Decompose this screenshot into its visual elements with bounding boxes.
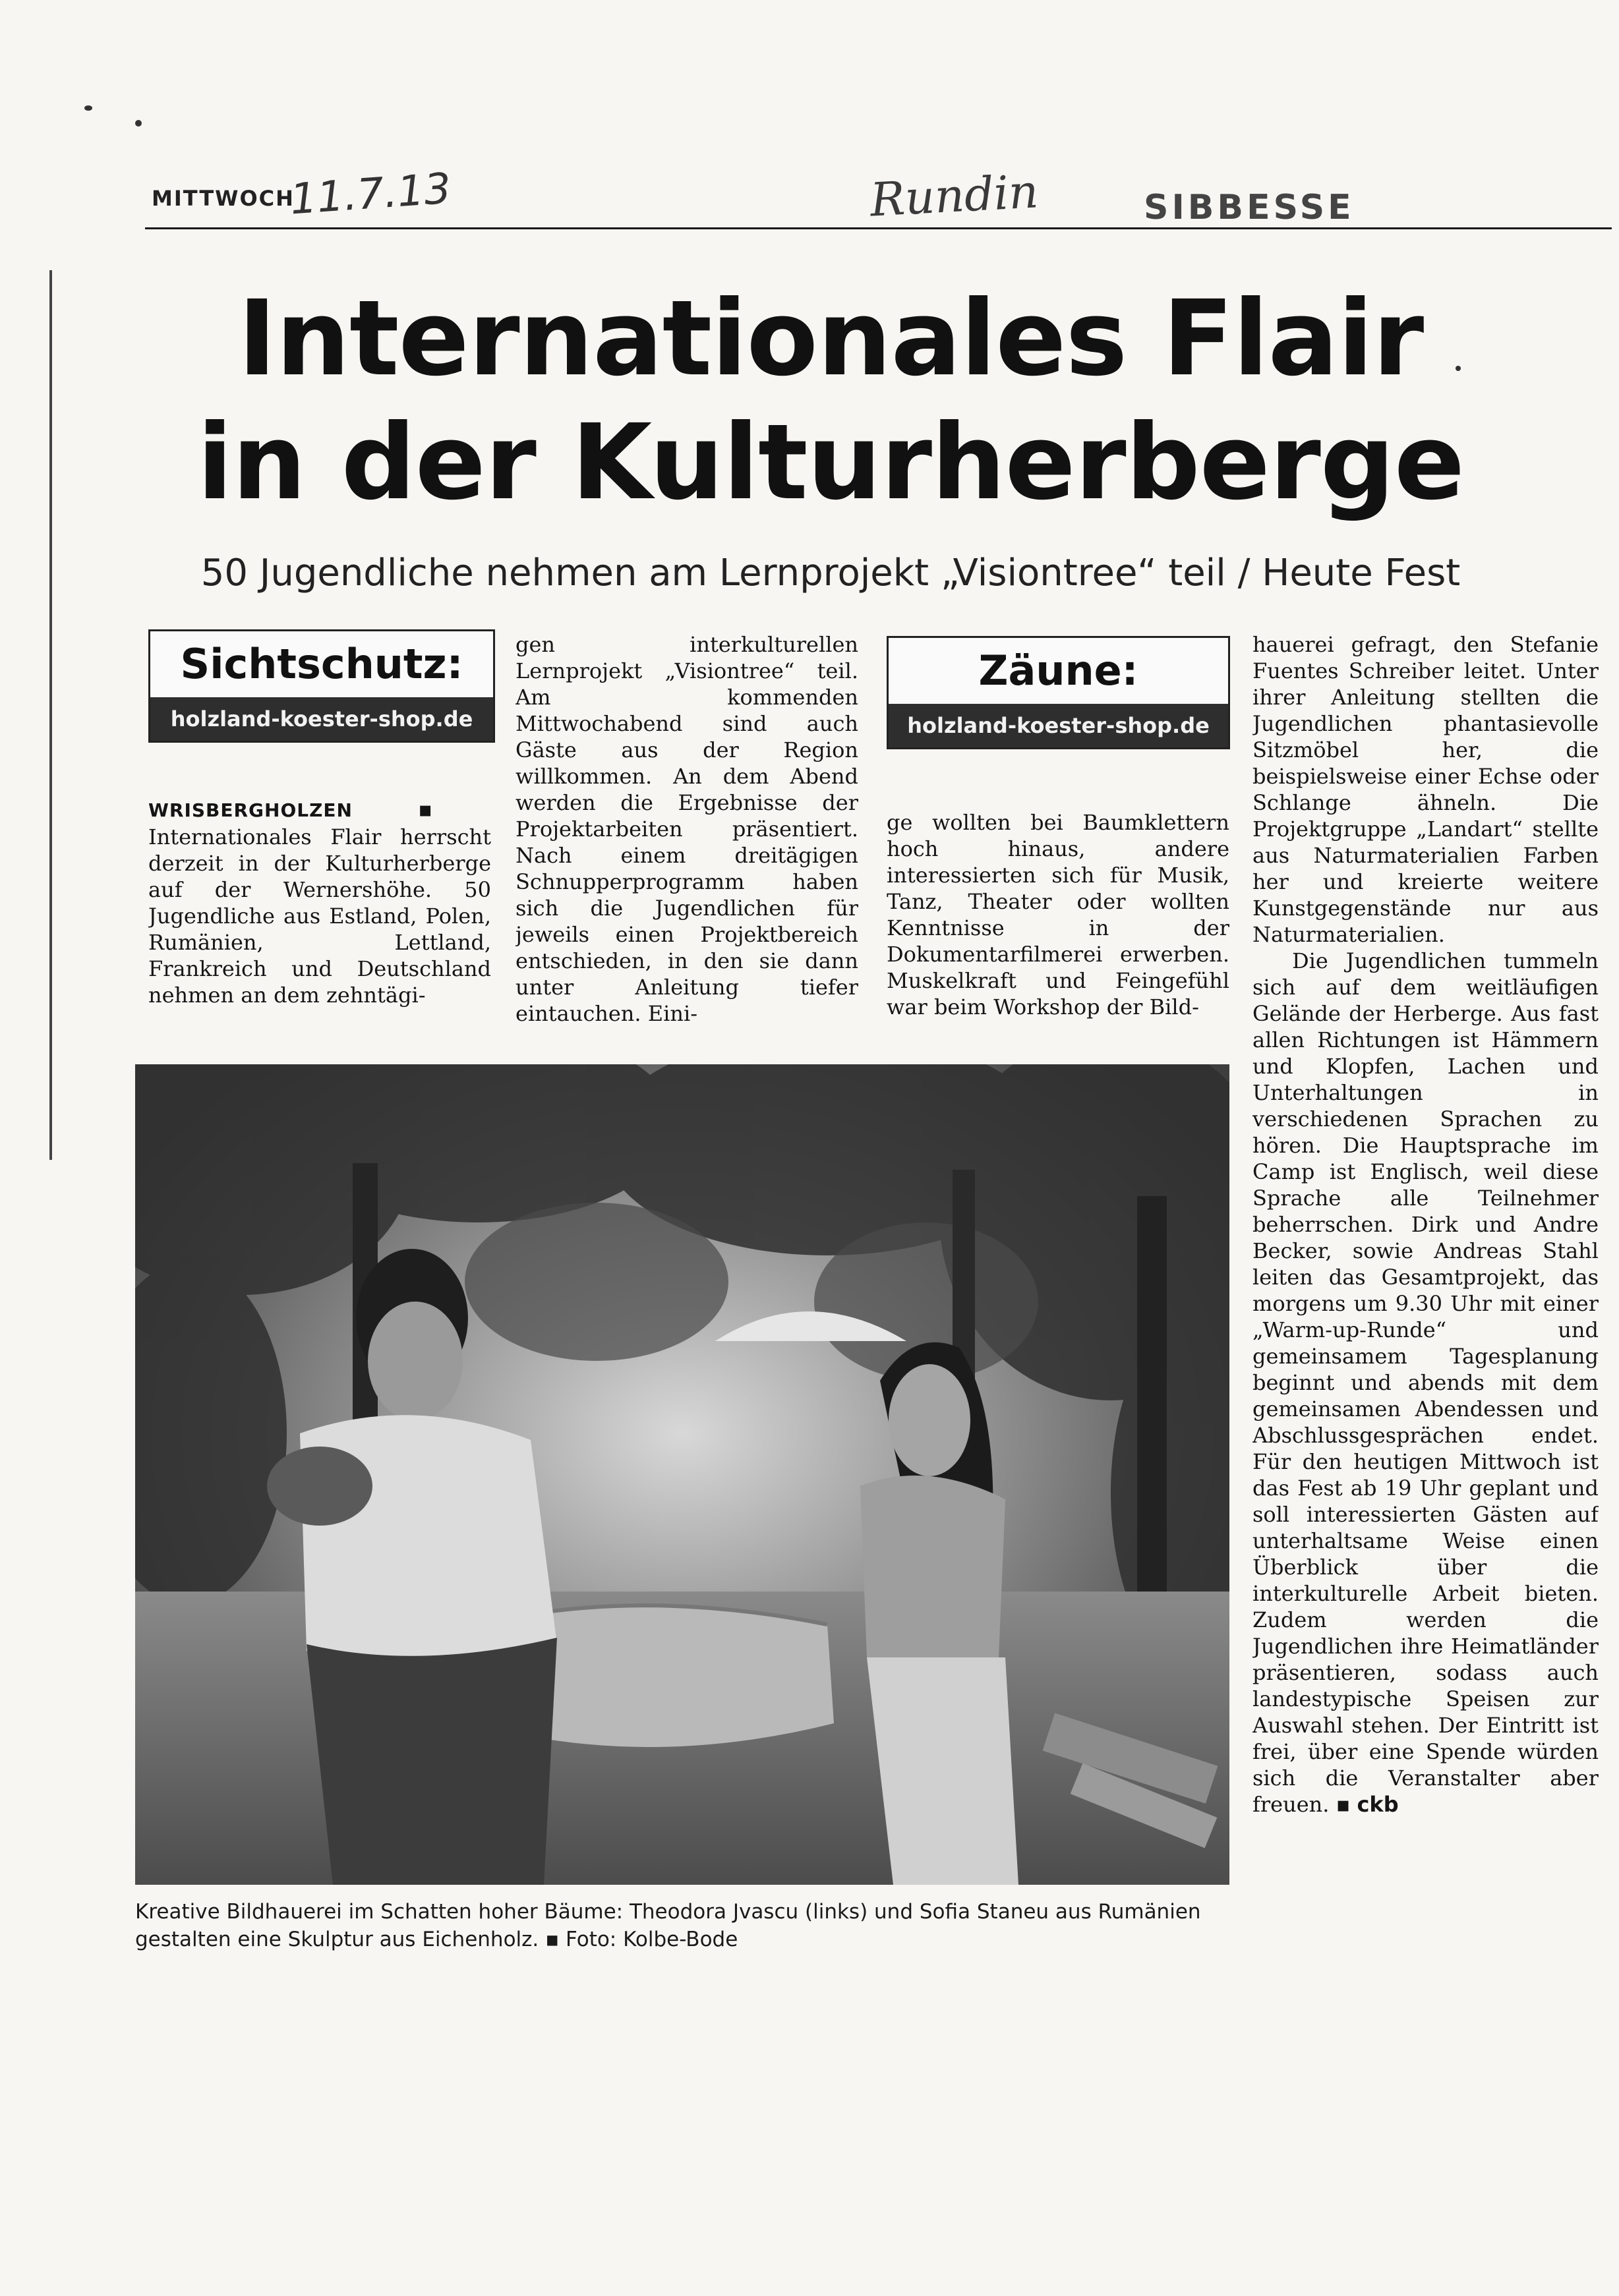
headline	[145, 277, 1516, 525]
photo-illustration	[135, 1064, 1229, 1885]
end-bullet-icon: ▪	[1329, 1792, 1357, 1817]
ad-title: Zäune:	[978, 646, 1138, 695]
column-paragraph-2	[1252, 948, 1599, 1818]
column-paragraph-text: Die Jugendlichen tummeln sich auf dem weitläufigen Gelände der Herberge. Aus fast allen Richtungen ist Hämmern und Klopfen, Lachen und Unterhaltungen in verschiedenen Sprachen zu hören. Die Hauptsprache im Camp ist Englisch, weil diese Sprache alle Teilnehmer beherrschen. Dirk und Andre Becker, sowie Andreas Stahl leiten das Gesamtprojekt, das morgens um 9.30 Uhr mit einer „Warm-up-Runde“ und gemeinsamem Tagesplanung beginnt und abends mit dem gemeinsamen Abendessen und Abschlussgesprächen endet. Für den heutigen Mittwoch ist das Fest ab 19 Uhr geplant und soll interessierten Gästen auf unterhaltsame Weise einen Überblick über die interkulturelle Arbeit bieten. Zudem werden die Jugendlichen ihre Heimatländer präsentieren, sodass auch landestypische Speisen zur Auswahl stehen. Der Eintritt ist frei, über eine Spende würden sich die Veranstalter aber freuen.	[1252, 948, 1599, 1817]
column-paragraph: hauerei gefragt, den Stefanie Fuentes Schreiber leitet. Unter ihrer Anleitung stellten die Jugendlichen phantasievolle Sitzmöbel her, die beispielsweise einer Echse oder Schlange ähneln. Die Projektgruppe „Landart“ stellte aus Naturmaterialien Farben her und kreierte weitere Kunstgegenstände nur aus Naturmaterialien.	[1252, 632, 1599, 947]
ad-title: Sichtschutz:	[180, 640, 463, 688]
ad-url: holzland-koester-shop.de	[889, 704, 1228, 747]
article-column-1	[148, 796, 491, 1040]
photo-caption: Kreative Bildhauerei im Schatten hoher Bäume: Theodora Jvascu (links) und Sofia Staneu aus Rumänien gestalten eine Skulptur aus Eichenholz. ▪ Foto: Kolbe-Bode	[135, 1900, 1201, 1951]
header-rule	[145, 227, 1612, 229]
scan-edge-line	[49, 270, 52, 1160]
ad-url: holzland-koester-shop.de	[150, 697, 493, 741]
author-initials: ckb	[1357, 1792, 1399, 1817]
ad-box-zaeune	[887, 636, 1230, 749]
handwritten-note: Rundin	[869, 164, 1040, 227]
dateline-bullet-icon: ▪	[418, 797, 491, 822]
article-column-3: ge wollten bei Baumklettern hoch hinaus, andere interessierten sich für Musik, Tanz, Theater oder wollten Kenntnisse in der Dokumentarfilmerei erwerben. Muskelkraft und Feingefühl war beim Workshop der Bild-	[887, 810, 1229, 1019]
scan-speck	[84, 105, 92, 111]
article-column-2: gen interkulturellen Lernprojekt „Visiontree“ teil. Am kommenden Mittwochabend sind auch Gäste aus der Region willkommen. An dem Abend werden die Ergebnisse der Projektarbeiten präsentiert. Nach einem dreitägigen Schnupperprogramm haben sich die Jugendlichen für jeweils einen Projektbereich entschieden, in den sie dann unter Anleitung tiefer eintauchen. Eini-	[515, 632, 858, 1026]
subheadline: 50 Jugendliche nehmen am Lernprojekt „Visiontree“ teil / Heute Fest	[200, 552, 1461, 594]
headline-line-1: Internationales Flair	[237, 278, 1424, 399]
header-day: MITTWOCH	[152, 186, 295, 211]
article-photo	[135, 1064, 1229, 1885]
header-town: SIBBESSE	[1144, 188, 1355, 227]
scan-speck	[1456, 366, 1461, 371]
article-column-4	[1252, 631, 1599, 1963]
handwritten-date: 11.7.13	[288, 164, 453, 225]
column-text: Internationales Flair herrscht derzeit in der Kulturherberge auf der Wernershöhe. 50 Jugendliche aus Estland, Polen, Rumänien, Lettland, Frankreich und Deutschland nehmen an dem zehntägi-	[148, 824, 491, 1008]
dateline: WRISBERGHOLZEN	[148, 799, 353, 821]
scan-speck	[135, 120, 142, 127]
headline-line-2: in der Kulturherberge	[196, 402, 1465, 523]
ad-box-sichtschutz	[148, 629, 495, 743]
